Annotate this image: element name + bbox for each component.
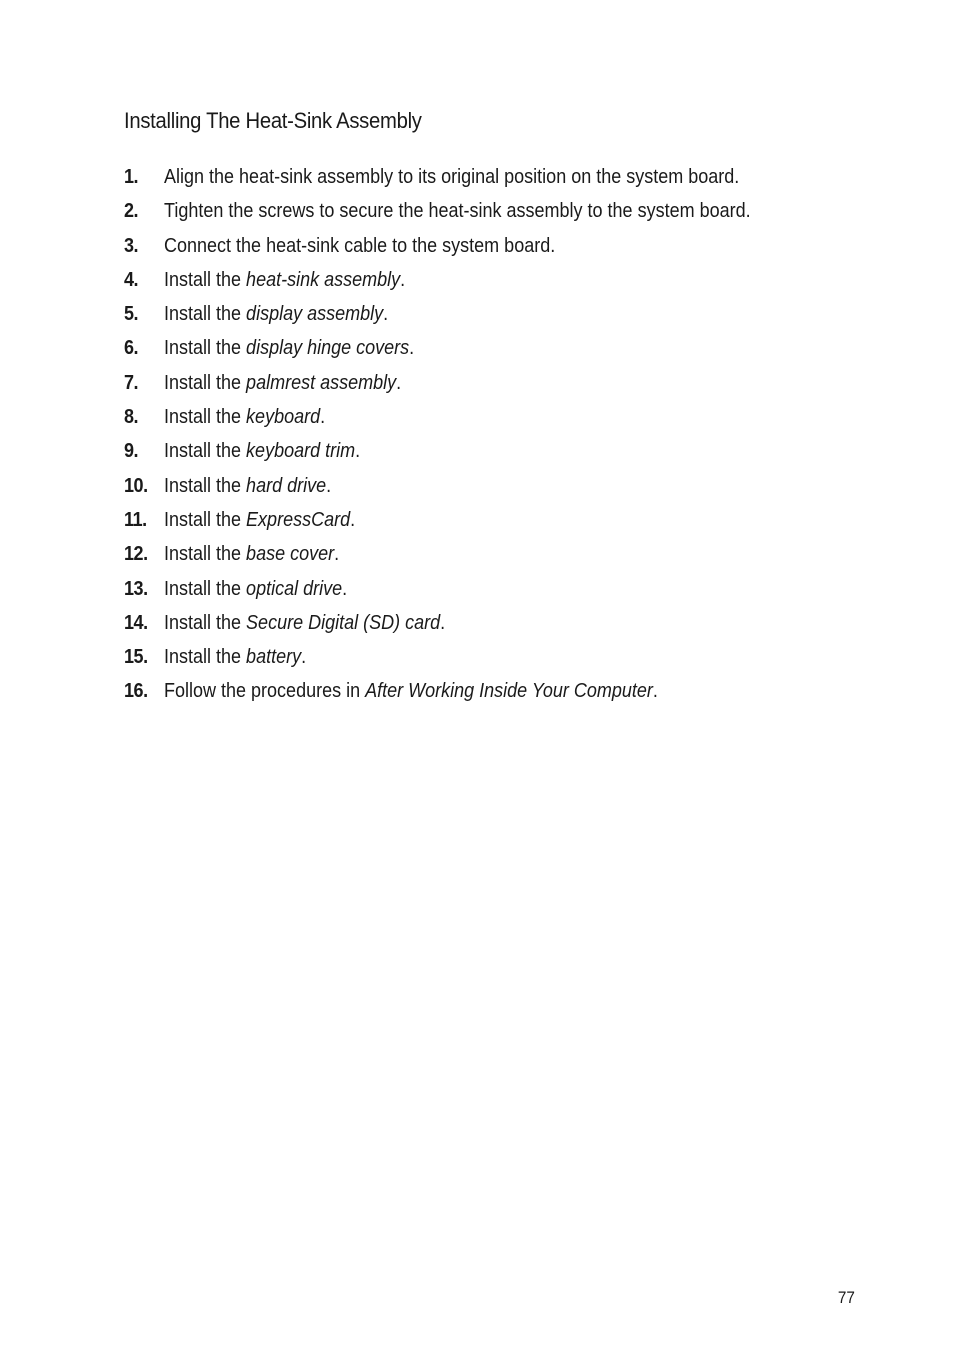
step-number: 14. [124,611,148,634]
step-number: 5. [124,303,139,326]
step-reference: palmrest assembly [246,371,397,394]
step-item [124,606,884,640]
step-reference: hard drive [246,474,327,497]
section-title: Installing The Heat-Sink Assembly [124,108,422,133]
step-text-line [164,297,388,331]
step-text: Connect the heat-sink cable to the system board. [164,234,556,257]
step-reference: ExpressCard [246,508,351,531]
step-punctuation: . [355,440,361,463]
step-text-line [164,194,751,228]
step-reference: optical drive [246,577,343,600]
step-punctuation: . [342,577,348,600]
step-number: 15. [124,646,148,669]
step-reference: keyboard [246,406,321,429]
step-text-line [164,469,331,503]
step-reference: heat-sink assembly [246,268,401,291]
step-text: Align the heat-sink assembly to its original position on the system board. [164,166,740,188]
step-punctuation: . [301,646,307,669]
page-number: 77 [837,1288,855,1307]
step-number: 13. [124,577,148,600]
step-text: Install the [164,543,247,566]
step-text: Install the [164,337,247,360]
step-text: Install the [164,646,247,669]
step-reference: base cover [246,543,335,566]
step-punctuation: . [383,303,389,326]
step-punctuation: . [652,680,658,703]
step-number: 8. [124,406,139,429]
step-item [124,674,884,708]
step-text-line [164,606,445,640]
step-text-line [164,537,339,571]
step-text-line [164,400,325,434]
step-item [124,160,884,194]
step-text: Install the [164,303,247,326]
step-reference: After Working Inside Your Computer [365,680,653,703]
step-text: Follow the procedures in [164,680,366,703]
step-text-line [164,160,739,194]
step-punctuation: . [350,508,356,531]
step-item [124,572,884,606]
step-text-line [164,674,658,708]
step-punctuation: . [334,543,340,566]
step-text-line [164,331,414,365]
step-number: 4. [124,268,139,291]
step-text: Install the [164,406,247,429]
step-item [124,640,884,674]
step-number: 9. [124,440,139,463]
step-punctuation: . [326,474,332,497]
step-text-line [164,263,405,297]
step-text-line [164,572,347,606]
step-number: 2. [124,200,139,223]
step-punctuation: . [409,337,415,360]
step-item [124,434,884,468]
step-punctuation: . [320,406,326,429]
step-text-line [164,229,555,263]
steps-list [124,160,884,709]
step-text: Install the [164,268,247,291]
step-text: Install the [164,474,247,497]
step-item [124,469,884,503]
step-reference: Secure Digital (SD) card [246,611,441,634]
step-number: 3. [124,234,139,257]
step-number: 6. [124,337,139,360]
step-number: 1. [124,166,139,188]
step-punctuation: . [440,611,446,634]
step-number: 16. [124,680,148,703]
step-reference: keyboard trim [246,440,356,463]
step-text-line [164,434,360,468]
step-item [124,297,884,331]
step-punctuation: . [400,268,406,291]
step-reference: display assembly [246,303,384,326]
step-item [124,400,884,434]
step-item [124,229,884,263]
step-number: 7. [124,371,139,394]
step-text: Tighten the screws to secure the heat-sink assembly to the system board. [164,200,751,223]
step-text: Install the [164,577,247,600]
step-item [124,503,884,537]
step-text: Install the [164,508,247,531]
step-item [124,366,884,400]
step-text: Install the [164,440,247,463]
step-item [124,537,884,571]
step-text-line [164,640,306,674]
step-item [124,331,884,365]
step-reference: battery [246,646,302,669]
step-text-line [164,503,355,537]
step-reference: display hinge covers [246,337,410,360]
step-number: 11. [124,508,147,531]
step-item [124,194,884,228]
step-item [124,263,884,297]
step-number: 10. [124,474,148,497]
step-text: Install the [164,371,247,394]
step-number: 12. [124,543,148,566]
step-punctuation: . [396,371,402,394]
step-text-line [164,366,401,400]
step-text: Install the [164,611,247,634]
